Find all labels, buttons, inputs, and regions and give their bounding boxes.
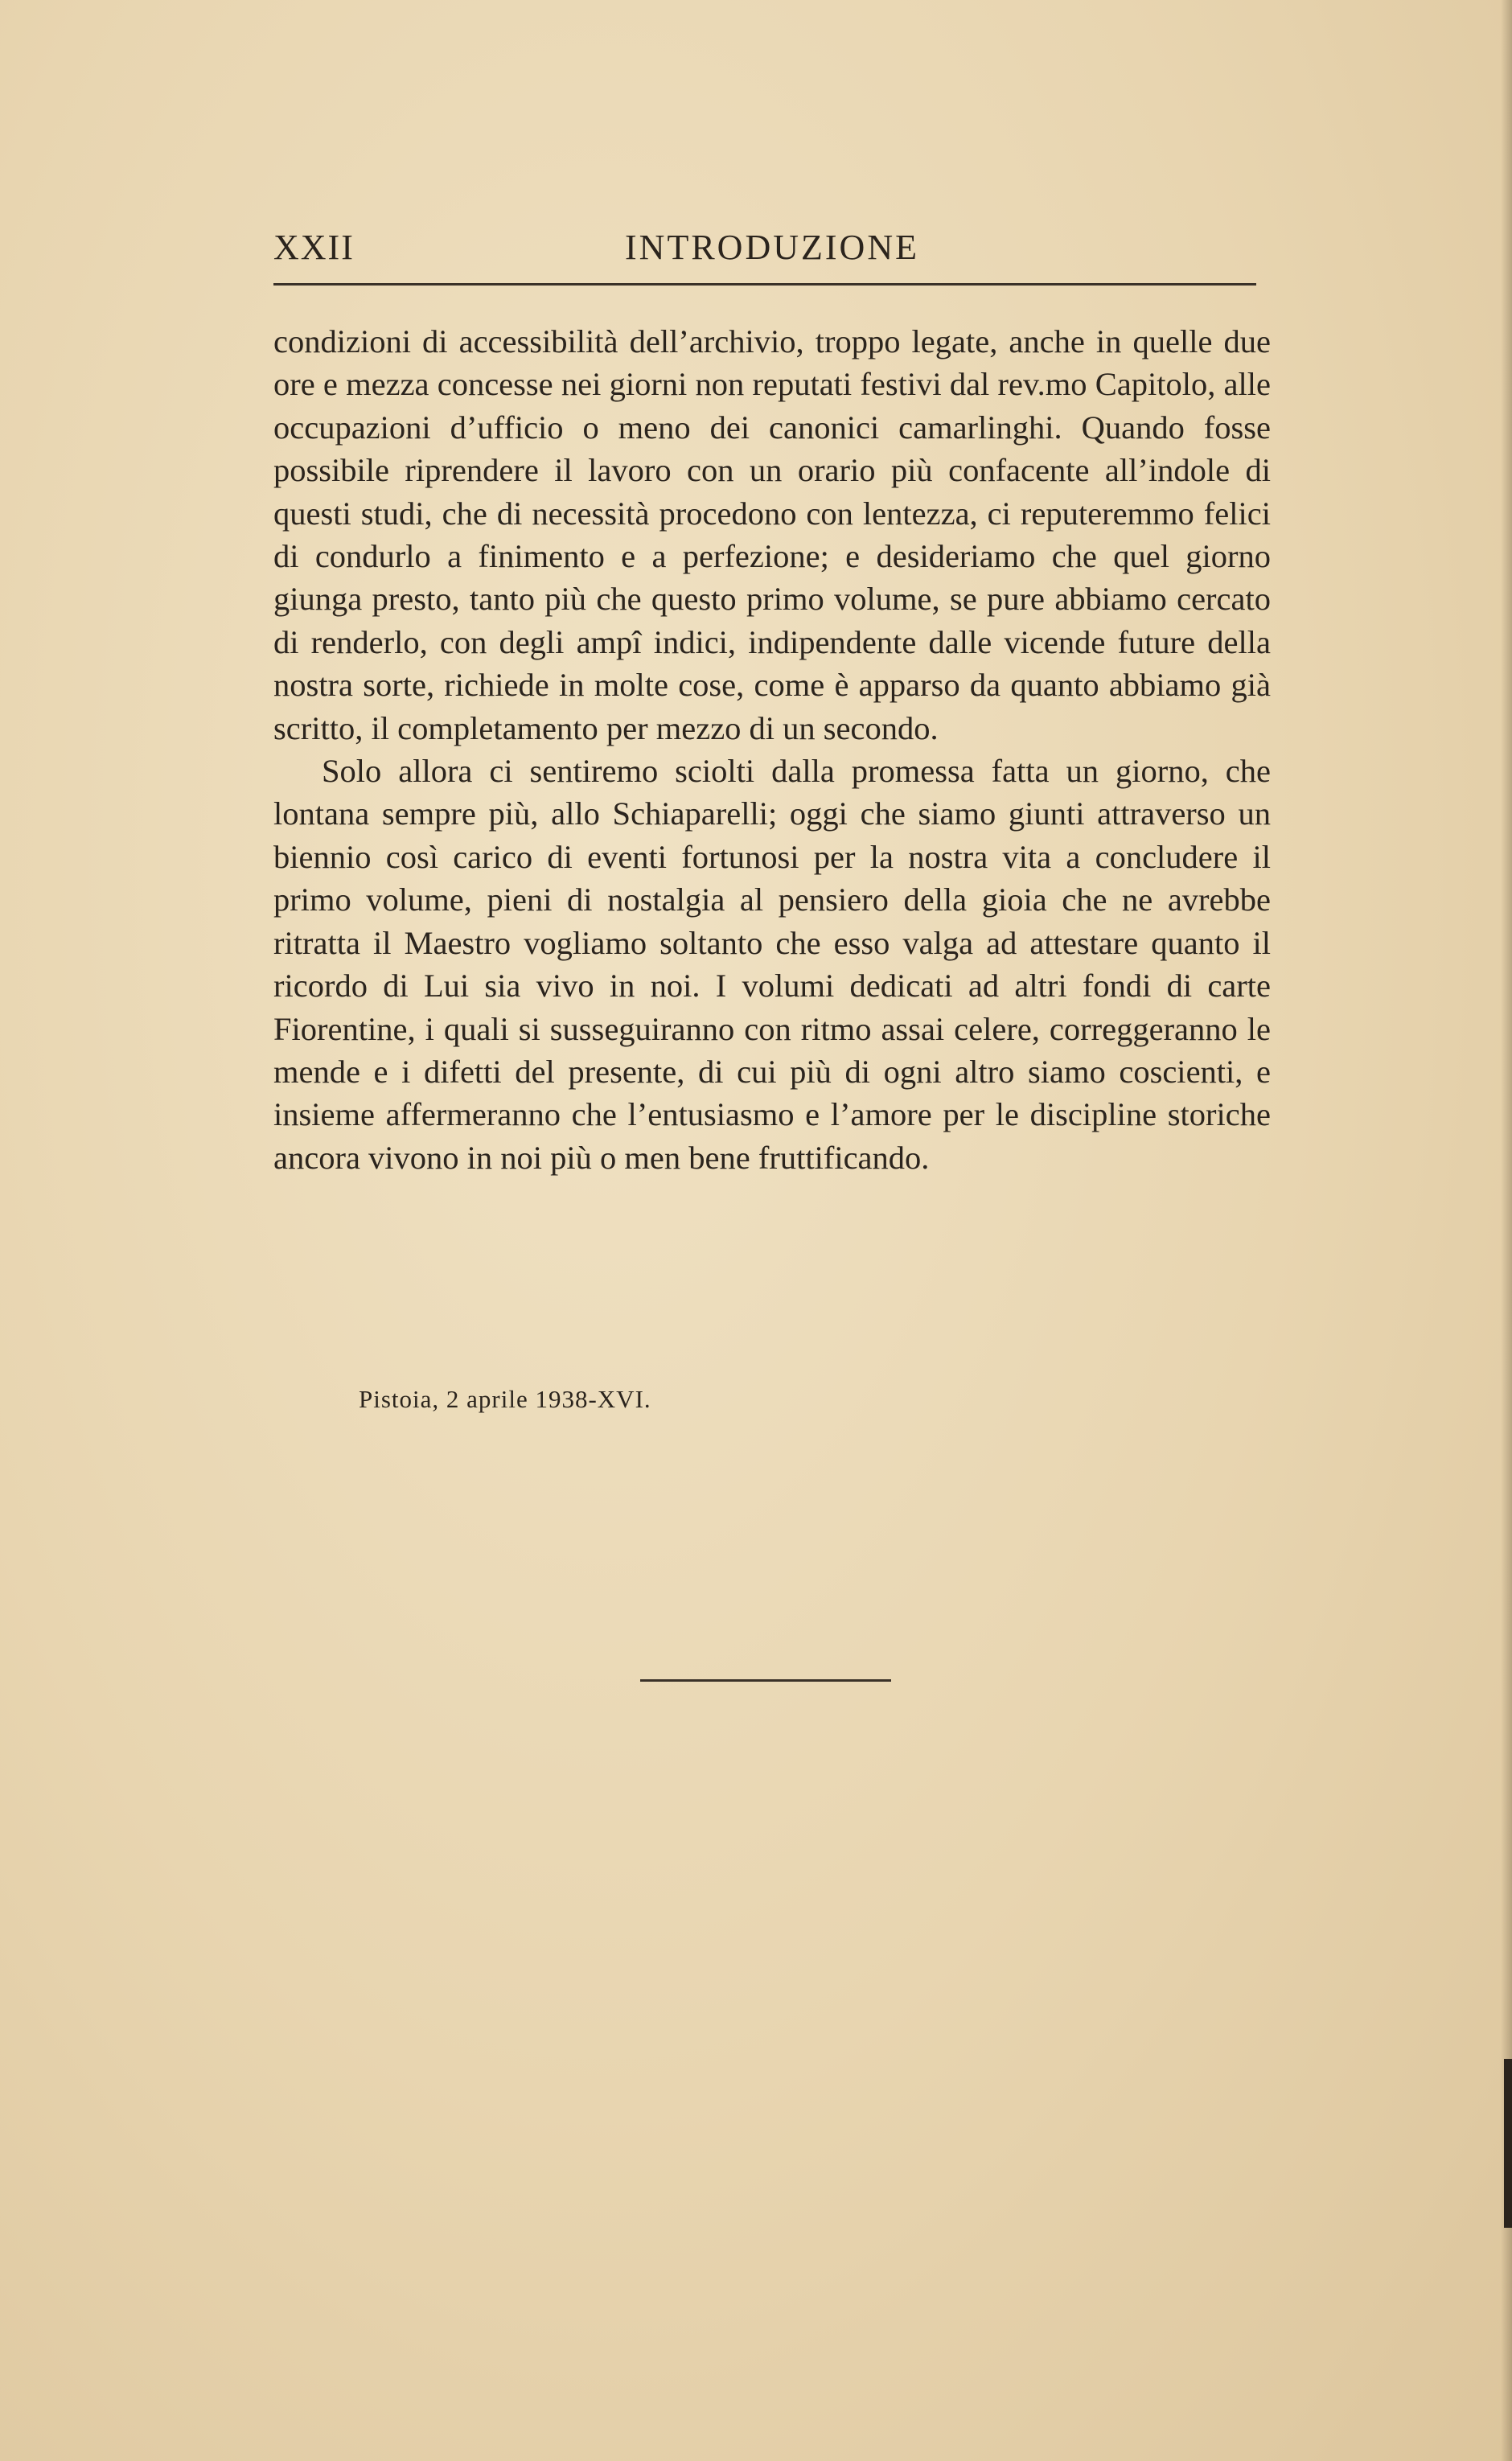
body-text bbox=[273, 320, 1271, 1179]
running-head: INTRODUZIONE bbox=[625, 228, 919, 267]
page-header bbox=[273, 227, 1271, 283]
signature-place-date: Pistoia, 2 aprile 1938-XVI. bbox=[359, 1385, 651, 1413]
page-edge-mark bbox=[1504, 2059, 1512, 2228]
page-number: XXII bbox=[273, 228, 355, 267]
header-rule bbox=[273, 283, 1256, 286]
paragraph-1: condizioni di accessibilità dell’archivio, troppo legate, anche in quelle due ore e mezza concesse nei giorni non reputati festivi dal rev.mo Capitolo, alle occupazioni d’ufficio o meno dei canonici camarlinghi. Quando fosse possibile riprendere il lavoro con un orario più confacente all’indole di questi studi, che di necessità procedono con lentezza, ci reputeremmo felici di condurlo a finimento e a perfezione; e desideriamo che quel giorno giunga presto, tanto più che questo primo volume, se pure abbiamo cercato di renderlo, con degli ampî indici, indipendente dalle vicende future della nostra sorte, richiede in molte cose, come è apparso da quanto abbiamo già scritto, il completamento per mezzo di un secondo. bbox=[273, 323, 1271, 746]
end-rule bbox=[640, 1679, 891, 1682]
paragraph-2: Solo allora ci sentiremo sciolti dalla promessa fatta un giorno, che lontana sempre più, allo Schiaparelli; oggi che siamo giunti attraverso un biennio così carico di eventi fortunosi per la nostra vita a concludere il primo volume, pieni di nostalgia al pensiero della gioia che ne avrebbe ritratta il Maestro vogliamo soltanto che esso valga ad attestare quanto il ricordo di Lui sia vivo in noi. I volumi dedicati ad altri fondi di carte Fiorentine, i quali si susseguiranno con ritmo assai celere, correggeranno le mende e i difetti del presente, di cui più di ogni altro siamo coscienti, e insieme affermeranno che l’entusiasmo e l’amore per le discipline storiche ancora vivono in noi più o men bene fruttificando. bbox=[273, 753, 1271, 1176]
